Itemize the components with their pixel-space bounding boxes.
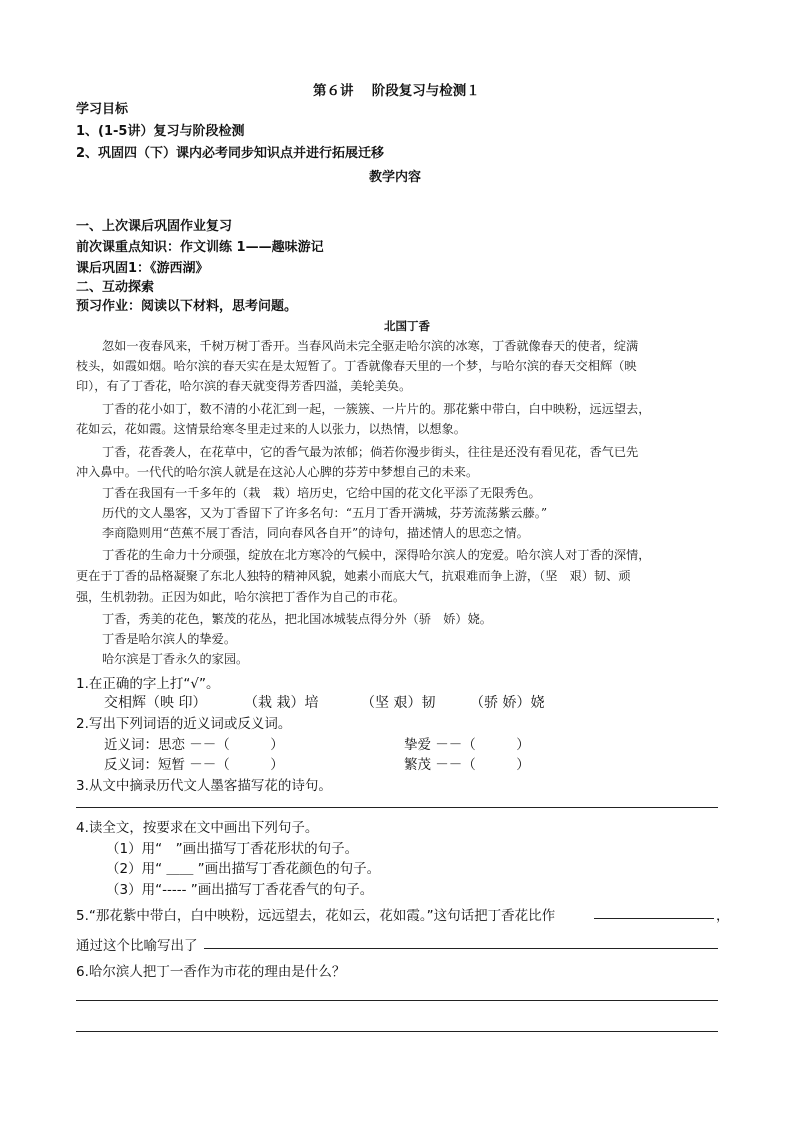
question-1-prompt-end: ”。	[198, 676, 220, 692]
story-paragraph-7-line-1: 丁香花的生命力十分顽强，绽放在北方寒冷的气候中，深得哈尔滨人的宠爱。哈尔滨人对丁香的深情，	[102, 548, 651, 562]
question-3-prompt: 3.从文中摘录历代文人墨客描写花的诗句。	[76, 778, 332, 794]
story-paragraph-8: 丁香，秀美的花色，繁茂的花丛，把北国冰城装点得分外（骄 娇）娆。	[102, 612, 492, 626]
question-2-antonym-1[interactable]: 反义词：短暂 －－（ ）	[104, 757, 284, 773]
story-paragraph-1-line-1: 忽如一夜春风来，千树万树丁香开。当春风尚未完全驱走哈尔滨的冰寒，丁香就像春天的使者，绽满	[102, 339, 639, 353]
story-paragraph-2-line-2: 花如云，花如霞。这情景给寒冬里走过来的人以张力，以热情，以想象。	[76, 422, 466, 436]
question-5-prompt: 5.“那花紫中带白，白中映粉，远远望去，花如云，花如霞。”这句话把丁香花比作	[76, 908, 556, 924]
question-4-item-3: （3）用“----- ”画出描写丁香花香气的句子。	[106, 882, 374, 898]
story-paragraph-7-line-2: 更在于丁香的品格凝聚了东北人独特的精神风貌，她素小而底大气，抗艰难而争上游，（坚 艰）韧、顽	[76, 569, 631, 583]
question-4-prompt: 4.读全文，按要求在文中画出下列句子。	[76, 820, 319, 836]
question-4-item-1: （1）用“ ”画出描写丁香花形状的句子。	[106, 841, 359, 857]
checkmark-icon: √	[190, 676, 199, 692]
section1-key-points: 前次课重点知识：作文训练 1——趣味游记	[76, 240, 324, 255]
story-paragraph-3-line-2: 冲入鼻中。一代代的哈尔滨人就是在这沁人心脾的芬芳中梦想自己的未来。	[76, 465, 479, 479]
question-1-prompt	[76, 672, 219, 692]
question-5-blank-1[interactable]	[594, 918, 714, 919]
story-paragraph-3-line-1: 丁香，花香袭人，在花草中，它的香气最为浓郁；倘若你漫步街头，往往是还没有看见花，香气已先	[102, 445, 639, 459]
story-title: 北国丁香	[384, 319, 430, 333]
question-2-synonym-1[interactable]: 近义词：思恋 －－（ ）	[104, 737, 284, 753]
question-1-prompt-text: 1.在正确的字上打“	[76, 676, 191, 692]
question-5-line-2: 通过这个比喻写出了	[76, 938, 198, 954]
question-2-synonym-2[interactable]: 挚爱 －－（ ）	[404, 737, 530, 753]
goal-item-1: 1、(1-5讲）复习与阶段检测	[76, 124, 245, 139]
question-5-blank-2[interactable]	[204, 948, 718, 949]
goals-heading: 学习目标	[76, 102, 129, 117]
story-paragraph-6: 李商隐则用“芭蕉不展丁香洁，同向春风各自开”的诗句，描述情人的思恋之情。	[102, 526, 529, 540]
page-title: 第６讲 阶段复习与检测１	[313, 83, 480, 99]
section2-heading: 二、互动探索	[76, 280, 155, 295]
goal-item-2: 2、巩固四（下）课内必考同步知识点并进行拓展迁移	[76, 146, 385, 161]
section1-homework: 课后巩固1：《游西湖》	[76, 261, 209, 276]
story-paragraph-10: 哈尔滨是丁香永久的家园。	[102, 652, 249, 666]
section1-heading: 一、上次课后巩固作业复习	[76, 219, 233, 234]
content-heading: 教学内容	[369, 170, 422, 185]
section2-preview: 预习作业：阅读以下材料，思考问题。	[76, 299, 298, 314]
question-6-prompt: 6.哈尔滨人把丁一香作为市花的理由是什么？	[76, 964, 346, 980]
story-paragraph-9: 丁香是哈尔滨人的挚爱。	[102, 632, 237, 646]
question-6-answer-line-2[interactable]	[76, 1031, 718, 1032]
question-2-prompt: 2.写出下列词语的近义词或反义词。	[76, 716, 292, 732]
story-paragraph-2-line-1: 丁香的花小如丁，数不清的小花汇到一起，一簇簇、一片片的。那花紫中带白，白中映粉，远远望去，	[102, 402, 651, 416]
question-1-option-3[interactable]: （坚 艰）韧	[361, 695, 436, 711]
question-6-answer-line-1[interactable]	[76, 1000, 718, 1001]
story-paragraph-4: 丁香在我国有一千多年的（栽 栽）培历史，它给中国的花文化平添了无限秀色。	[102, 486, 541, 500]
question-1-option-4[interactable]: （骄 娇）娆	[470, 695, 545, 711]
question-1-option-1[interactable]: 交相辉（映 印）	[104, 695, 207, 711]
question-5-comma: ，	[716, 908, 730, 924]
question-1-option-2[interactable]: （栽 栽）培	[244, 695, 319, 711]
question-4-item-2: （2）用“ ＿＿ ”画出描写丁香花颜色的句子。	[106, 861, 381, 877]
story-paragraph-5: 历代的文人墨客，又为丁香留下了许多名句：“五月丁香开满城，芬芳流荡紫云藤。”	[102, 506, 548, 520]
story-paragraph-7-line-3: 强，生机勃勃。正因为如此，哈尔滨把丁香作为自己的市花。	[76, 590, 406, 604]
story-paragraph-1-line-2: 枝头，如霞如烟。哈尔滨的春天实在是太短暂了。丁香就像春天里的一个梦，与哈尔滨的春天交相辉（映	[76, 359, 637, 373]
question-3-answer-line[interactable]	[76, 807, 718, 808]
question-2-antonym-2[interactable]: 繁茂 －－（ ）	[404, 757, 530, 773]
story-paragraph-1-line-3: 印），有了丁香花，哈尔滨的春天就变得芳香四溢，美轮美奂。	[76, 379, 412, 393]
